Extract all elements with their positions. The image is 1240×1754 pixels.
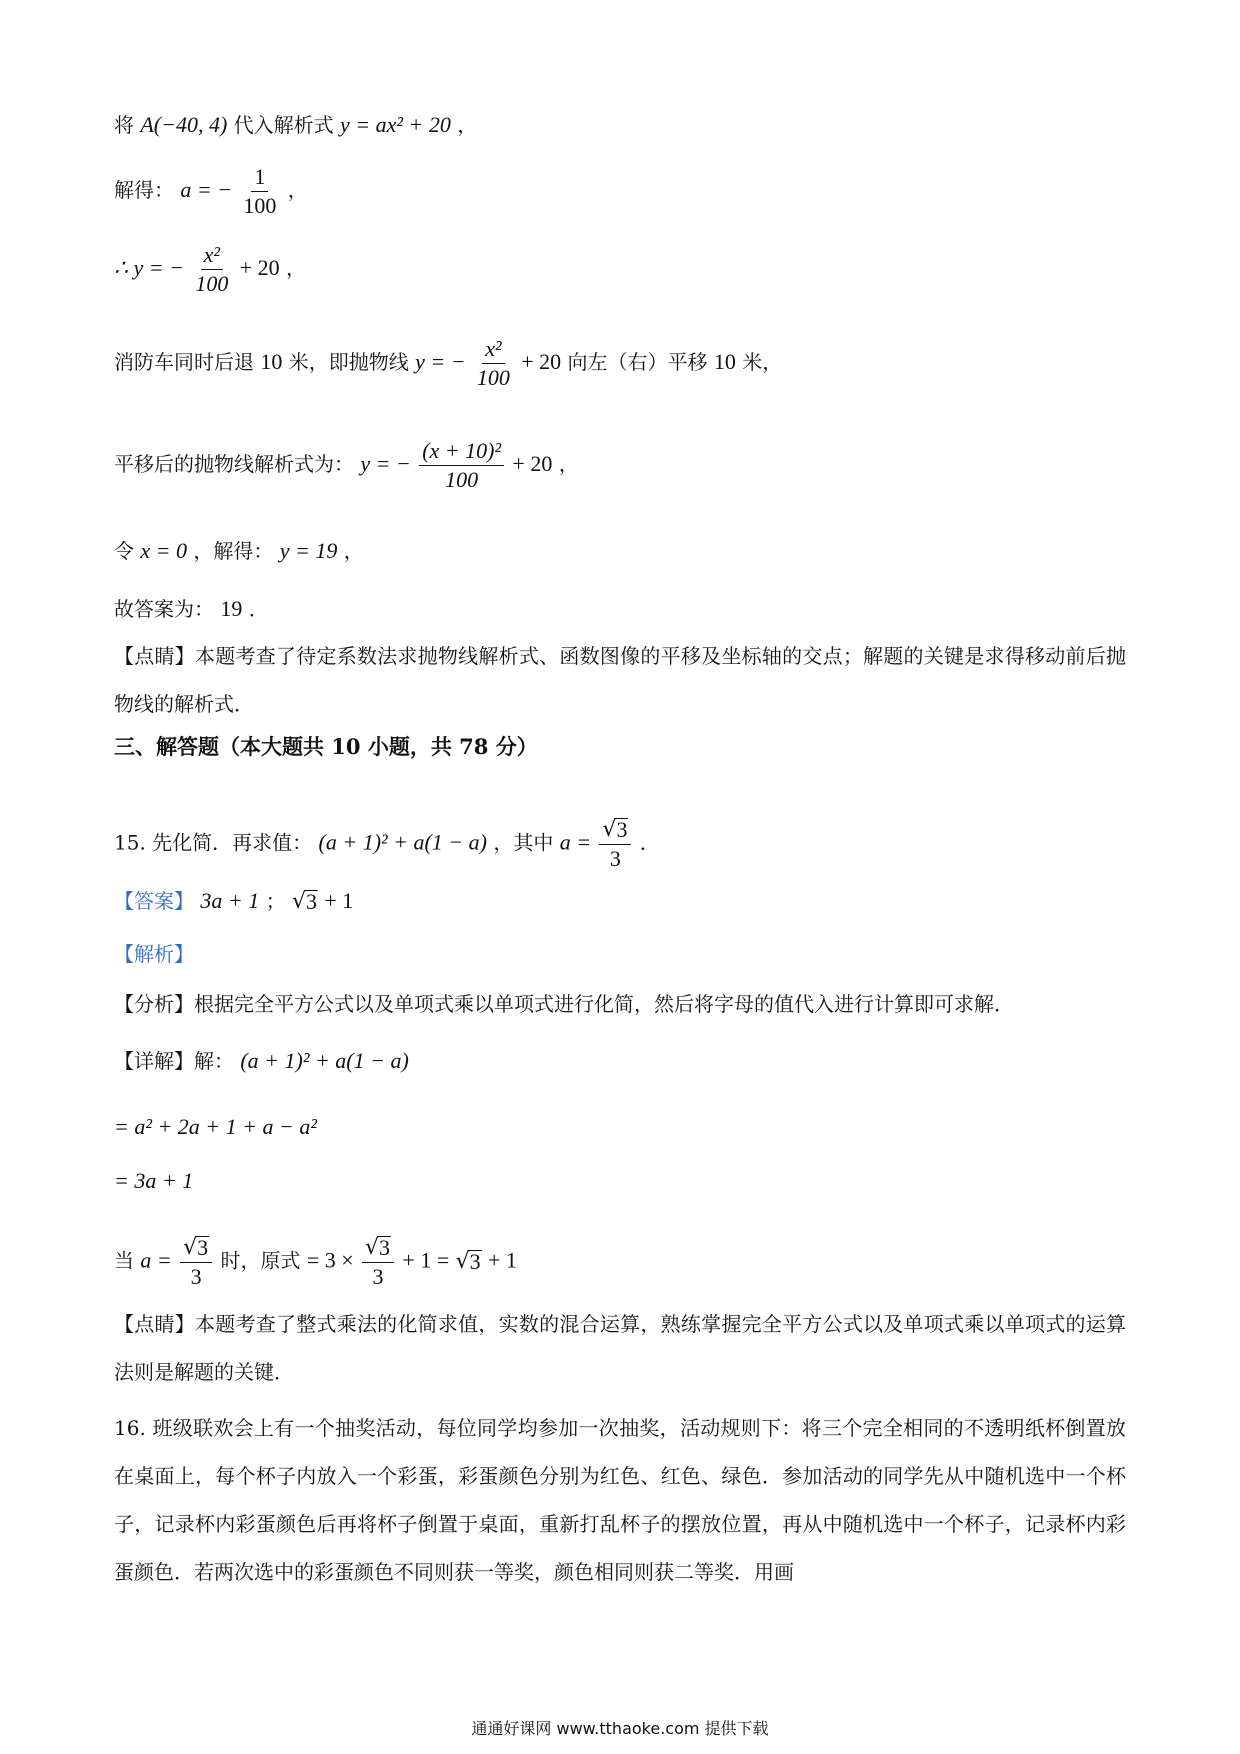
answer-expression: + 1 — [324, 888, 354, 913]
numerator — [362, 1236, 394, 1263]
footer-source: 通通好课网 www.tthaoke.com 提供下载 — [471, 1719, 769, 1738]
point-a: A(−40, 4) — [140, 112, 228, 137]
lhs: a = — [140, 1247, 172, 1273]
text: 解得： — [114, 178, 174, 202]
comment-paragraph: 【点睛】本题考查了待定系数法求抛物线解析式、函数图像的平移及坐标轴的交点；解题的关键是求得移动前后抛物线的解析式． — [114, 644, 1126, 716]
text: 故答案为： — [114, 597, 214, 621]
step-3 — [114, 1236, 517, 1288]
solution-line-solve-a — [114, 166, 308, 217]
fraction — [192, 244, 231, 295]
fraction — [599, 818, 631, 870]
question-16: 16. 班级联欢会上有一个抽奖活动，每位同学均参加一次抽奖，活动规则下：将三个完全相同的不透明纸杯倒置放在桌面上，每个杯子内放入一个彩蛋，彩蛋颜色分别为红色、红色、绿色．参加活动的同学先从中随机选中一个杯子，记录杯内彩蛋颜色后再将杯子倒置于桌面，重新打乱杯子的摆放位置，再从中随机选中一个杯子，记录杯内彩蛋颜色．若两次选中的彩蛋颜色不同则获一等奖，颜色相同则获二等奖．用画 — [114, 1416, 1126, 1584]
solution-line-shift — [114, 338, 782, 389]
detail-label: 【详解】解： — [114, 1049, 234, 1073]
number: 10 — [713, 349, 736, 374]
formula: y = ax² + 20 — [340, 112, 451, 137]
number: 10 — [260, 349, 283, 374]
expression: + 1 = — [402, 1247, 450, 1273]
radicand: 3 — [379, 1235, 391, 1260]
denominator: 100 — [445, 467, 479, 492]
denominator: 3 — [372, 1264, 384, 1289]
fraction — [240, 166, 279, 217]
numerator: x² — [201, 244, 223, 270]
text: 时，原式 — [220, 1248, 301, 1273]
lhs: ∴ y = − — [114, 255, 184, 280]
numerator: 1 — [251, 166, 268, 192]
text: 向左（右）平移 — [567, 350, 708, 374]
expression: (a + 1)² + a(1 − a) — [318, 829, 487, 855]
answer-line — [114, 890, 353, 913]
expression: (a + 1)² + a(1 − a) — [240, 1048, 409, 1073]
lhs: a = — [559, 829, 592, 855]
text: 米， — [742, 350, 783, 374]
answer-label: 【答案】 — [114, 889, 194, 913]
denominator: 100 — [195, 271, 229, 296]
numerator — [180, 1236, 212, 1263]
punct: ， — [287, 178, 308, 202]
punct: ， — [343, 539, 364, 563]
detail-line — [114, 1050, 409, 1072]
step-1: = a² + 2a + 1 + a − a² — [114, 1114, 317, 1139]
rhs: + 20 — [239, 255, 280, 280]
number: 19 — [220, 596, 243, 621]
sqrt: √ 3 — [183, 1235, 209, 1260]
punct: ． — [248, 597, 269, 621]
numerator: (x + 10)² — [419, 440, 504, 466]
text: 15. 先化简．再求值： — [114, 830, 313, 855]
solution-line-set-x — [114, 540, 364, 562]
denominator: 3 — [190, 1264, 202, 1289]
sqrt: √ 3 — [291, 889, 317, 914]
comment-paragraph-2: 【点睛】本题考查了整式乘法的化简求值，实数的混合运算，熟练掌握完全平方公式以及单项式乘以单项式的运算法则是解题的关键． — [114, 1312, 1126, 1384]
punct: ． — [639, 830, 660, 855]
rhs: + 20 — [512, 451, 553, 476]
question-15 — [114, 818, 660, 870]
radicand: 3 — [197, 1235, 209, 1260]
text: 代入解析式 — [233, 113, 334, 137]
section-heading: 三、解答题（本大题共 10 小题，共 78 分） — [114, 734, 538, 759]
answer-expression: 3a + 1 — [200, 888, 260, 913]
radicand: 3 — [469, 1248, 481, 1274]
fraction — [362, 1236, 394, 1288]
solution-line-answer — [114, 598, 269, 620]
equation: y = 19 — [279, 538, 338, 563]
numerator: x² — [482, 338, 504, 364]
denominator: 100 — [476, 365, 510, 390]
sqrt: √ 3 — [365, 1235, 391, 1260]
fraction — [474, 338, 513, 389]
punct: ， — [558, 452, 579, 476]
radicand: 3 — [305, 889, 317, 914]
denominator: 3 — [609, 846, 621, 871]
numerator — [599, 818, 631, 845]
fraction — [180, 1236, 212, 1288]
solution-line-shifted-formula — [114, 440, 579, 491]
step-2: = 3a + 1 — [114, 1168, 194, 1193]
equation: x = 0 — [140, 538, 187, 563]
rhs: + 20 — [521, 349, 562, 374]
denominator: 100 — [243, 193, 277, 218]
analysis-text: 【分析】根据完全平方公式以及单项式乘以单项式进行化简，然后将字母的值代入进行计算即可求解． — [114, 992, 1014, 1016]
punct: ； — [265, 889, 286, 913]
text: 令 — [114, 539, 134, 563]
lhs: a = − — [180, 177, 233, 202]
expression: + 1 — [487, 1247, 517, 1273]
solution-line-substitute — [114, 114, 477, 136]
text: 消防车同时后退 — [114, 350, 254, 374]
sqrt: √ 3 — [455, 1248, 481, 1274]
lhs: y = − — [415, 349, 466, 374]
text: 米，即抛物线 — [288, 350, 409, 374]
solution-line-therefore — [114, 244, 306, 295]
sqrt: √ 3 — [602, 817, 628, 842]
expression: = 3 × — [306, 1247, 354, 1273]
text: 平移后的抛物线解析式为： — [114, 452, 354, 476]
lhs: y = − — [360, 451, 411, 476]
text: ，解得： — [193, 539, 274, 563]
text: 将 — [114, 113, 134, 137]
analysis-label: 【解析】 — [114, 942, 194, 966]
radicand: 3 — [616, 817, 628, 842]
punct: ， — [285, 256, 306, 280]
text: ，其中 — [493, 830, 554, 855]
fraction — [419, 440, 504, 491]
text: 当 — [114, 1248, 134, 1273]
punct: ， — [457, 113, 478, 137]
